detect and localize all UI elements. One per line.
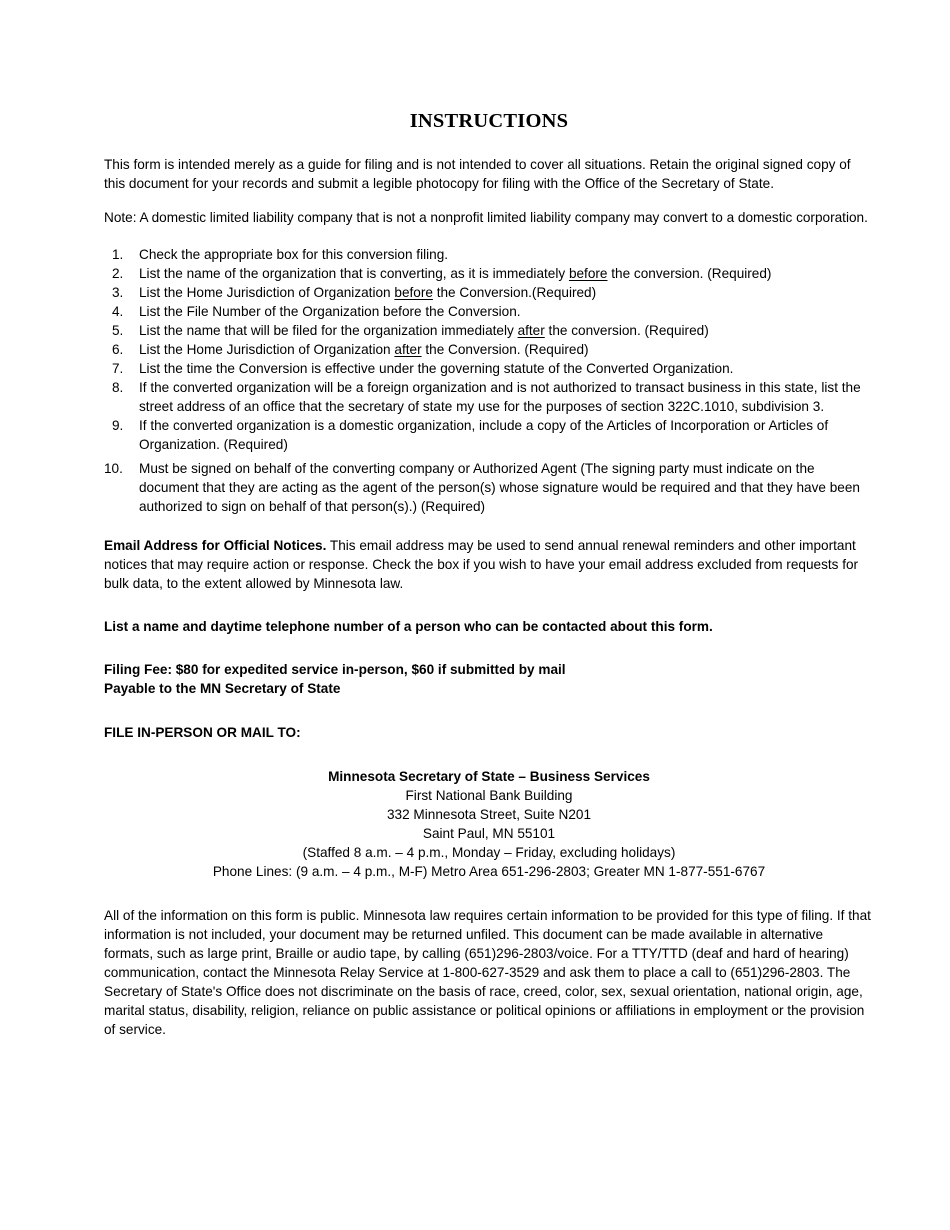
step-emphasis: before bbox=[568, 266, 608, 281]
step-emphasis: after bbox=[394, 342, 422, 357]
step-item bbox=[104, 283, 874, 302]
step-item bbox=[104, 340, 874, 359]
filing-fee-block bbox=[104, 660, 874, 698]
step-text: If the converted organization will be a foreign organization and is not authorized to transact business in this state, list the street address of an office that the secretary of state my use for the purposes of section 322C.1010, subdivision 3. bbox=[139, 380, 861, 414]
file-to-heading: FILE IN-PERSON OR MAIL TO: bbox=[104, 725, 301, 740]
step-item bbox=[104, 302, 874, 321]
filing-fee-line: Filing Fee: $80 for expedited service in-person, $60 if submitted by mail bbox=[104, 662, 566, 677]
office-hours: (Staffed 8 a.m. – 4 p.m., Monday – Friday, excluding holidays) bbox=[302, 845, 676, 860]
address-city: Saint Paul, MN 55101 bbox=[422, 826, 556, 841]
step-text: Must be signed on behalf of the converting company or Authorized Agent (The signing party must indicate on the document that they are acting as the agent of the person(s) whose signature would be required and that they have been authorized to sign on behalf of that person(s).) (Required) bbox=[139, 461, 860, 514]
step-number: 6. bbox=[112, 342, 124, 357]
step-text: List the name that will be filed for the organization immediately bbox=[139, 323, 518, 338]
public-information-notice: All of the information on this form is public. Minnesota law requires certain information to be provided for this type of filing. If that information is not included, your document may be returned unfiled. This document can be made available in alternative formats, such as large print, Braille or audio tape, by calling (651)296-2803/voice. For a TTY/TTD (deaf and hard of hearing) communication, contact the Minnesota Relay Service at 1-800-627-3529 and ask them to place a call to (651)296-2803. The Secretary of State's Office does not discriminate on the basis of race, creed, color, sex, sexual orientation, national origin, age, marital status, disability, religion, reliance on public assistance or political opinions or affiliations in employment or the provision of service. bbox=[104, 908, 871, 1037]
step-item bbox=[104, 245, 874, 264]
step-number: 10. bbox=[104, 461, 123, 476]
note-paragraph: Note: A domestic limited liability company that is not a nonprofit limited liability company may convert to a domestic corporation. bbox=[104, 210, 868, 225]
step-number: 4. bbox=[112, 304, 124, 319]
step-text: Check the appropriate box for this conversion filing. bbox=[139, 247, 449, 262]
step-text: List the Home Jurisdiction of Organization bbox=[139, 285, 395, 300]
step-item bbox=[104, 321, 874, 340]
step-number: 9. bbox=[112, 418, 124, 433]
email-notice-heading: Email Address for Official Notices. bbox=[104, 538, 327, 553]
step-text: the Conversion. (Required) bbox=[421, 342, 589, 357]
step-item bbox=[104, 378, 874, 416]
step-item bbox=[104, 264, 874, 283]
page-title: INSTRUCTIONS bbox=[409, 110, 569, 132]
step-emphasis: after bbox=[517, 323, 545, 338]
address-organization: Minnesota Secretary of State – Business Services bbox=[328, 769, 650, 784]
address-building: First National Bank Building bbox=[405, 788, 573, 803]
step-text: List the time the Conversion is effective under the governing statute of the Converted Organization. bbox=[139, 361, 734, 376]
step-emphasis: before bbox=[394, 285, 433, 300]
step-item bbox=[104, 416, 874, 454]
step-text: the conversion. (Required) bbox=[544, 323, 709, 338]
mailing-address-block bbox=[104, 767, 874, 881]
intro-paragraph: This form is intended merely as a guide for filing and is not intended to cover all situations. Retain the original signed copy of this document for your records and submit a legible photocopy for filing with the Office of the Secretary of State. bbox=[104, 157, 851, 191]
step-number: 1. bbox=[112, 247, 124, 262]
step-number: 2. bbox=[112, 266, 124, 281]
step-text: List the name of the organization that is converting, as it is immediately bbox=[139, 266, 569, 281]
step-number: 7. bbox=[112, 361, 124, 376]
phone-lines: Phone Lines: (9 a.m. – 4 p.m., M-F) Metro Area 651-296-2803; Greater MN 1-877-551-6767 bbox=[212, 864, 766, 879]
step-item bbox=[104, 359, 874, 378]
step-item bbox=[104, 459, 874, 516]
email-notice-paragraph bbox=[104, 536, 874, 593]
instruction-steps bbox=[104, 245, 874, 516]
step-number: 5. bbox=[112, 323, 124, 338]
step-text: the Conversion.(Required) bbox=[432, 285, 597, 300]
address-street: 332 Minnesota Street, Suite N201 bbox=[386, 807, 592, 822]
step-number: 8. bbox=[112, 380, 124, 395]
step-text: List the File Number of the Organization before the Conversion. bbox=[139, 304, 521, 319]
contact-instruction: List a name and daytime telephone number of a person who can be contacted about this form. bbox=[104, 619, 713, 634]
email-notice-body: This email address may be used to send annual renewal reminders and other important notices that may require action or response. Check the box if you wish to have your email address excluded from requests for bulk data, to the extent allowed by Minnesota law. bbox=[104, 538, 859, 591]
step-number: 3. bbox=[112, 285, 124, 300]
step-text: If the converted organization is a domestic organization, include a copy of the Articles of Incorporation or Articles of Organization. (Required) bbox=[139, 418, 829, 452]
payable-to-line: Payable to the MN Secretary of State bbox=[104, 681, 341, 696]
step-text: List the Home Jurisdiction of Organization bbox=[139, 342, 395, 357]
step-text: the conversion. (Required) bbox=[607, 266, 772, 281]
instructions-page bbox=[104, 108, 874, 1039]
